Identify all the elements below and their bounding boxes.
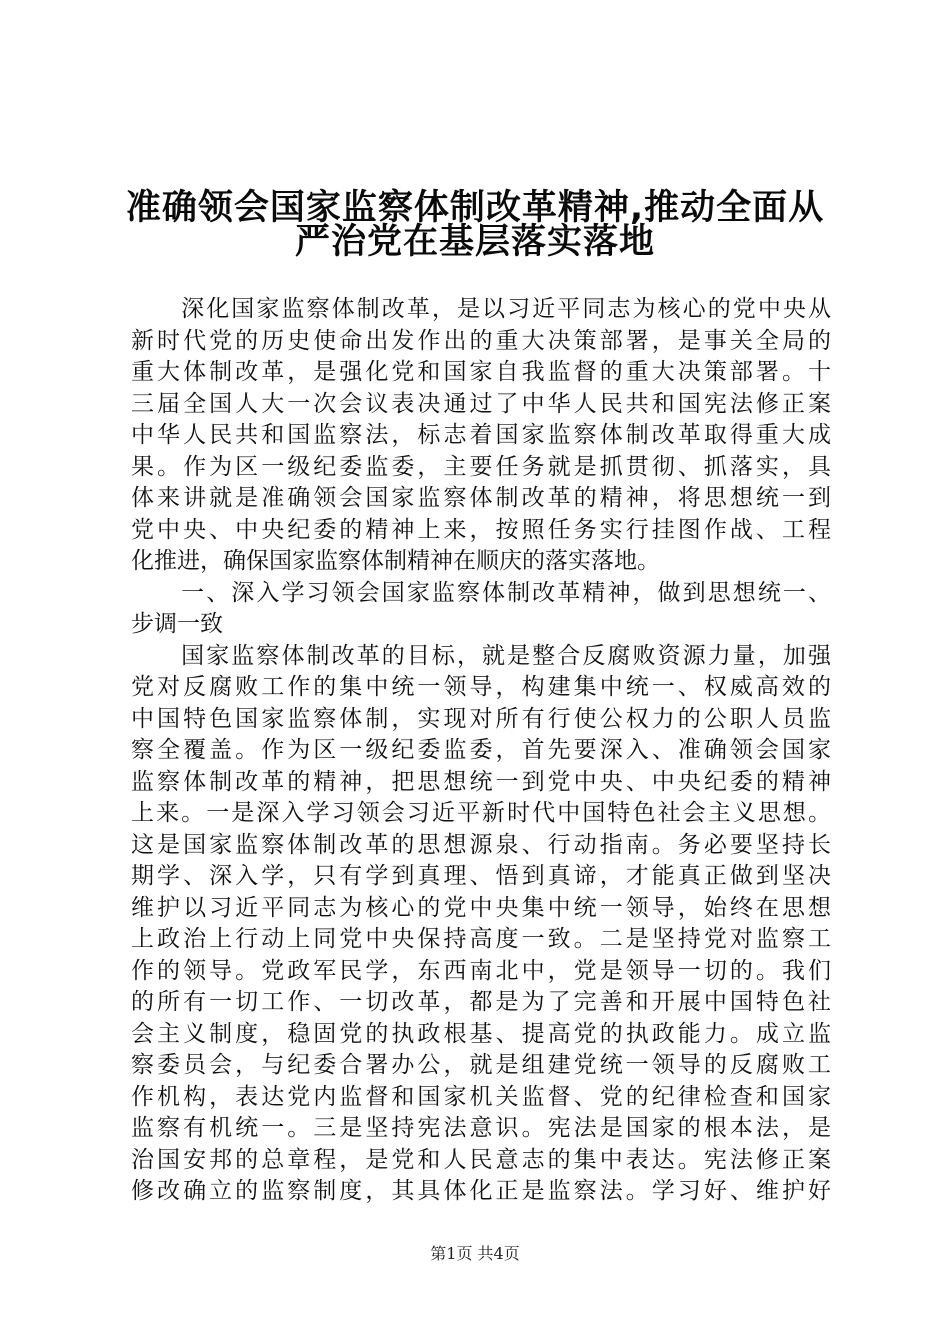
page-number-label: 第1页 共4页 [430, 1244, 520, 1263]
body-text-line: 修改确立的监察制度，其具体化正是监察法。学习好、维护好 [131, 1178, 831, 1204]
body-text-line: 重大体制改革，是强化党和国家自我监督的重大决策部署。十 [131, 359, 831, 385]
document-title-line-2: 严治党在基层落实落地 [294, 222, 655, 262]
body-text-line: 深化国家监察体制改革，是以习近平同志为核心的党中央从 [131, 296, 831, 322]
body-text-line: 步调一致 [131, 611, 223, 637]
body-text-line: 上来。一是深入学习领会习近平新时代中国特色社会主义思想。 [131, 800, 831, 826]
body-text-line: 期学、深入学，只有学到真理、悟到真谛，才能真正做到坚决 [131, 863, 831, 889]
body-text-line: 治国安邦的总章程，是党和人民意志的集中表达。宪法修正案 [131, 1146, 831, 1173]
page-footer [0, 1244, 950, 1264]
body-text-line: 会主义制度，稳固党的执政根基、提高党的执政能力。成立监 [131, 1020, 831, 1047]
body-text-line: 维护以习近平同志为核心的党中央集中统一领导，始终在思想 [131, 894, 831, 921]
body-text-line: 党对反腐败工作的集中统一领导，构建集中统一、权威高效的 [131, 674, 831, 700]
body-text-line: 察委员会，与纪委合署办公，就是组建党统一领导的反腐败工 [131, 1052, 831, 1078]
body-text-line: 察全覆盖。作为区一级纪委监委，首先要深入、准确领会国家 [131, 737, 831, 763]
document-title-line-1: 准确领会国家监察体制改革精神,推动全面从 [125, 188, 825, 228]
body-text-line: 作的领导。党政军民学，东西南北中，党是领导一切的。我们 [131, 957, 831, 984]
body-text-line: 三届全国人大一次会议表决通过了中华人民共和国宪法修正案 [131, 390, 831, 417]
body-text-line: 党中央、中央纪委的精神上来，按照任务实行挂图作战、工程 [131, 516, 831, 543]
body-text-line: 果。作为区一级纪委监委，主要任务就是抓贯彻、抓落实，具 [131, 453, 831, 480]
body-text-line: 作机构，表达党内监督和国家机关监督、党的纪律检查和国家 [131, 1083, 831, 1110]
body-text-line: 新时代党的历史使命出发作出的重大决策部署，是事关全局的 [131, 327, 831, 354]
body-text-line: 中华人民共和国监察法，标志着国家监察体制改革取得重大成 [131, 422, 831, 448]
body-text-line: 监察有机统一。三是坚持宪法意识。宪法是国家的根本法，是 [131, 1115, 831, 1141]
body-text-line: 国家监察体制改革的目标，就是整合反腐败资源力量，加强 [131, 642, 831, 669]
body-text-line: 上政治上行动上同党中央保持高度一致。二是坚持党对监察工 [131, 926, 831, 952]
body-text-line: 的所有一切工作、一切改革，都是为了完善和开展中国特色社 [131, 989, 831, 1015]
document-body [131, 294, 831, 1208]
body-text-line: 化推进，确保国家监察体制精神在顺庆的落实落地。 [131, 548, 660, 574]
body-text-line: 监察体制改革的精神，把思想统一到党中央、中央纪委的精神 [131, 768, 831, 795]
body-text-line: 中国特色国家监察体制，实现对所有行使公权力的公职人员监 [131, 705, 831, 732]
body-text-line: 一、深入学习领会国家监察体制改革精神，做到思想统一、 [131, 579, 831, 606]
body-text-line: 这是国家监察体制改革的思想源泉、行动指南。务必要坚持长 [131, 831, 831, 858]
body-text-line: 体来讲就是准确领会国家监察体制改革的精神，将思想统一到 [131, 485, 831, 511]
